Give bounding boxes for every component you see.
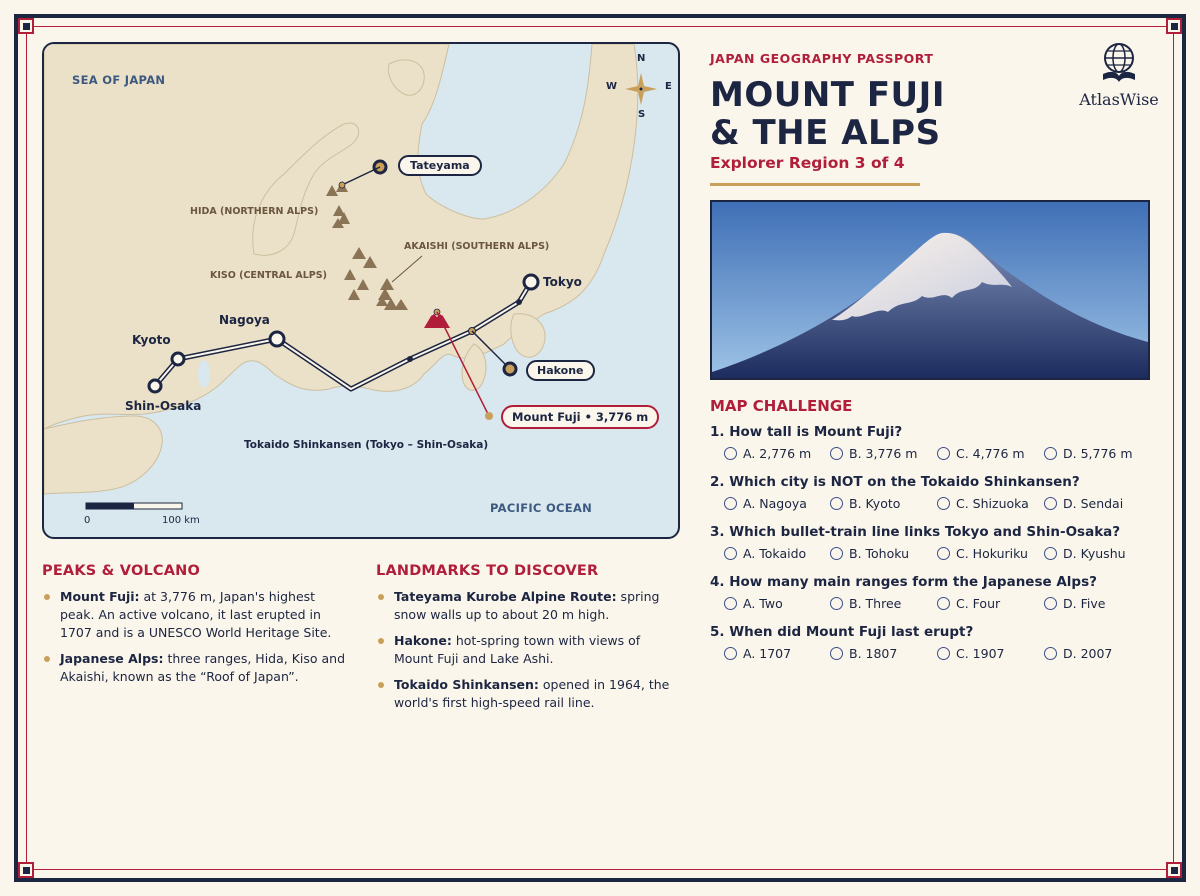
radio-button[interactable] (830, 497, 843, 510)
radio-button[interactable] (830, 597, 843, 610)
answer-option[interactable]: C. 1907 (923, 646, 1005, 661)
radio-button[interactable] (1044, 447, 1057, 460)
mount-fuji-photo (710, 200, 1150, 380)
radio-button[interactable] (1044, 497, 1057, 510)
corner-ornament (1166, 862, 1182, 878)
answer-option[interactable]: A. Tokaido (710, 546, 806, 561)
answer-option[interactable]: C. Hokuriku (923, 546, 1028, 561)
compass-e: E (665, 81, 672, 92)
sea-of-japan-label: SEA OF JAPAN (72, 73, 166, 87)
radio-button[interactable] (724, 447, 737, 460)
station-dot (407, 356, 413, 362)
answer-option[interactable]: A. Nagoya (710, 496, 807, 511)
radio-button[interactable] (724, 647, 737, 660)
list-item: Japanese Alps: three ranges, Hida, Kiso and Akaishi, known as the “Roof of Japan”. (42, 650, 352, 686)
peaks-section-title: PEAKS & VOLCANO (42, 563, 201, 579)
kyoto-label: Kyoto (132, 333, 171, 347)
scale-bar (86, 503, 182, 509)
question-5: 5. When did Mount Fuji last erupt? A. 1707 B. 1807 C. 1907 D. 2007 (710, 624, 1113, 661)
shin-osaka-marker (149, 380, 161, 392)
radio-button[interactable] (937, 447, 950, 460)
boso-peninsula (511, 314, 545, 357)
list-item: Hakone: hot-spring town with views of Mount Fuji and Lake Ashi. (376, 632, 676, 668)
answer-option[interactable]: D. 2007 (1030, 646, 1112, 661)
answer-option[interactable]: A. 2,776 m (710, 446, 811, 461)
answer-option[interactable]: D. Sendai (1030, 496, 1123, 511)
landmarks-section-title: LANDMARKS TO DISCOVER (376, 563, 599, 579)
answer-option[interactable]: A. Two (710, 596, 783, 611)
question-1: 1. How tall is Mount Fuji? A. 2,776 m B. 3,776 m C. 4,776 m D. 5,776 m (710, 424, 1133, 461)
globe-book-icon (1097, 40, 1141, 84)
radio-button[interactable] (937, 597, 950, 610)
radio-button[interactable] (1044, 647, 1057, 660)
answer-option[interactable]: C. Four (923, 596, 1000, 611)
peaks-list (42, 588, 352, 694)
list-item: Tateyama Kurobe Alpine Route: spring snow walls up to about 20 m high. (376, 588, 676, 624)
answer-option[interactable]: B. 1807 (816, 646, 897, 661)
question-3: 3. Which bullet-train line links Tokyo and Shin-Osaka? A. Tokaido B. Tohoku C. Hokuriku D. Kyushu (710, 524, 1126, 561)
radio-button[interactable] (724, 497, 737, 510)
compass-n: N (637, 53, 646, 64)
landmarks-list (376, 588, 676, 720)
lake-biwa (198, 360, 210, 388)
mount-fuji-label: Mount Fuji • 3,776 m (501, 405, 659, 429)
question-2: 2. Which city is NOT on the Tokaido Shinkansen? A. Nagoya B. Kyoto C. Shizuoka D. Sendai (710, 474, 1124, 511)
hakone-label: Hakone (526, 360, 595, 381)
radio-button[interactable] (1044, 547, 1057, 560)
corner-ornament (18, 862, 34, 878)
nagoya-marker (270, 332, 284, 346)
radio-button[interactable] (1044, 597, 1057, 610)
answer-option[interactable]: C. Shizuoka (923, 496, 1029, 511)
answer-option[interactable]: B. Three (816, 596, 901, 611)
atlaswise-logo: AtlasWise (1072, 40, 1166, 108)
radio-button[interactable] (724, 547, 737, 560)
kyoto-marker (172, 353, 184, 365)
passport-kicker: JAPAN GEOGRAPHY PASSPORT (710, 51, 934, 66)
region-subtitle: Explorer Region 3 of 4 (710, 154, 905, 172)
station-dot (516, 299, 522, 305)
radio-button[interactable] (830, 547, 843, 560)
shinkansen-caption: Tokaido Shinkansen (Tokyo – Shin-Osaka) (244, 439, 489, 451)
divider (710, 183, 920, 186)
hakone-marker (504, 363, 516, 375)
corner-ornament (18, 18, 34, 34)
scale-max: 100 km (162, 515, 200, 526)
scale-zero: 0 (84, 515, 91, 526)
question-4: 4. How many main ranges form the Japanese Alps? A. Two B. Three C. Four D. Five (710, 574, 1106, 611)
answer-option[interactable]: A. 1707 (710, 646, 791, 661)
compass-w: W (606, 81, 618, 92)
hida-range-label: HIDA (NORTHERN ALPS) (190, 206, 319, 217)
pacific-ocean-label: PACIFIC OCEAN (490, 501, 593, 515)
tateyama-label: Tateyama (398, 155, 482, 176)
radio-button[interactable] (830, 647, 843, 660)
list-item: Tokaido Shinkansen: opened in 1964, the world's first high-speed rail line. (376, 676, 676, 712)
page-title: MOUNT FUJI & THE ALPS (710, 75, 945, 153)
tokyo-marker (524, 275, 538, 289)
answer-option[interactable]: B. 3,776 m (816, 446, 917, 461)
radio-button[interactable] (830, 447, 843, 460)
answer-option[interactable]: D. Kyushu (1030, 546, 1126, 561)
map-challenge-title: MAP CHALLENGE (710, 397, 853, 415)
compass-s: S (638, 109, 646, 120)
shin-osaka-label: Shin-Osaka (125, 399, 202, 413)
kiso-range-label: KISO (CENTRAL ALPS) (210, 270, 327, 281)
akaishi-range-label: AKAISHI (SOUTHERN ALPS) (404, 241, 550, 252)
answer-option[interactable]: C. 4,776 m (923, 446, 1025, 461)
answer-option[interactable]: D. Five (1030, 596, 1105, 611)
corner-ornament (1166, 18, 1182, 34)
radio-button[interactable] (937, 647, 950, 660)
kii-coast (44, 416, 162, 494)
radio-button[interactable] (724, 597, 737, 610)
region-map (42, 42, 680, 539)
answer-option[interactable]: B. Kyoto (816, 496, 900, 511)
answer-option[interactable]: D. 5,776 m (1030, 446, 1133, 461)
answer-option[interactable]: B. Tohoku (816, 546, 909, 561)
fuji-callout-dot (485, 412, 493, 420)
list-item: Mount Fuji: at 3,776 m, Japan's highest peak. An active volcano, it last erupted in 1707 and is a UNESCO World Heritage Site. (42, 588, 352, 642)
radio-button[interactable] (937, 547, 950, 560)
radio-button[interactable] (937, 497, 950, 510)
nagoya-label: Nagoya (219, 313, 270, 327)
tokyo-label: Tokyo (543, 275, 582, 289)
